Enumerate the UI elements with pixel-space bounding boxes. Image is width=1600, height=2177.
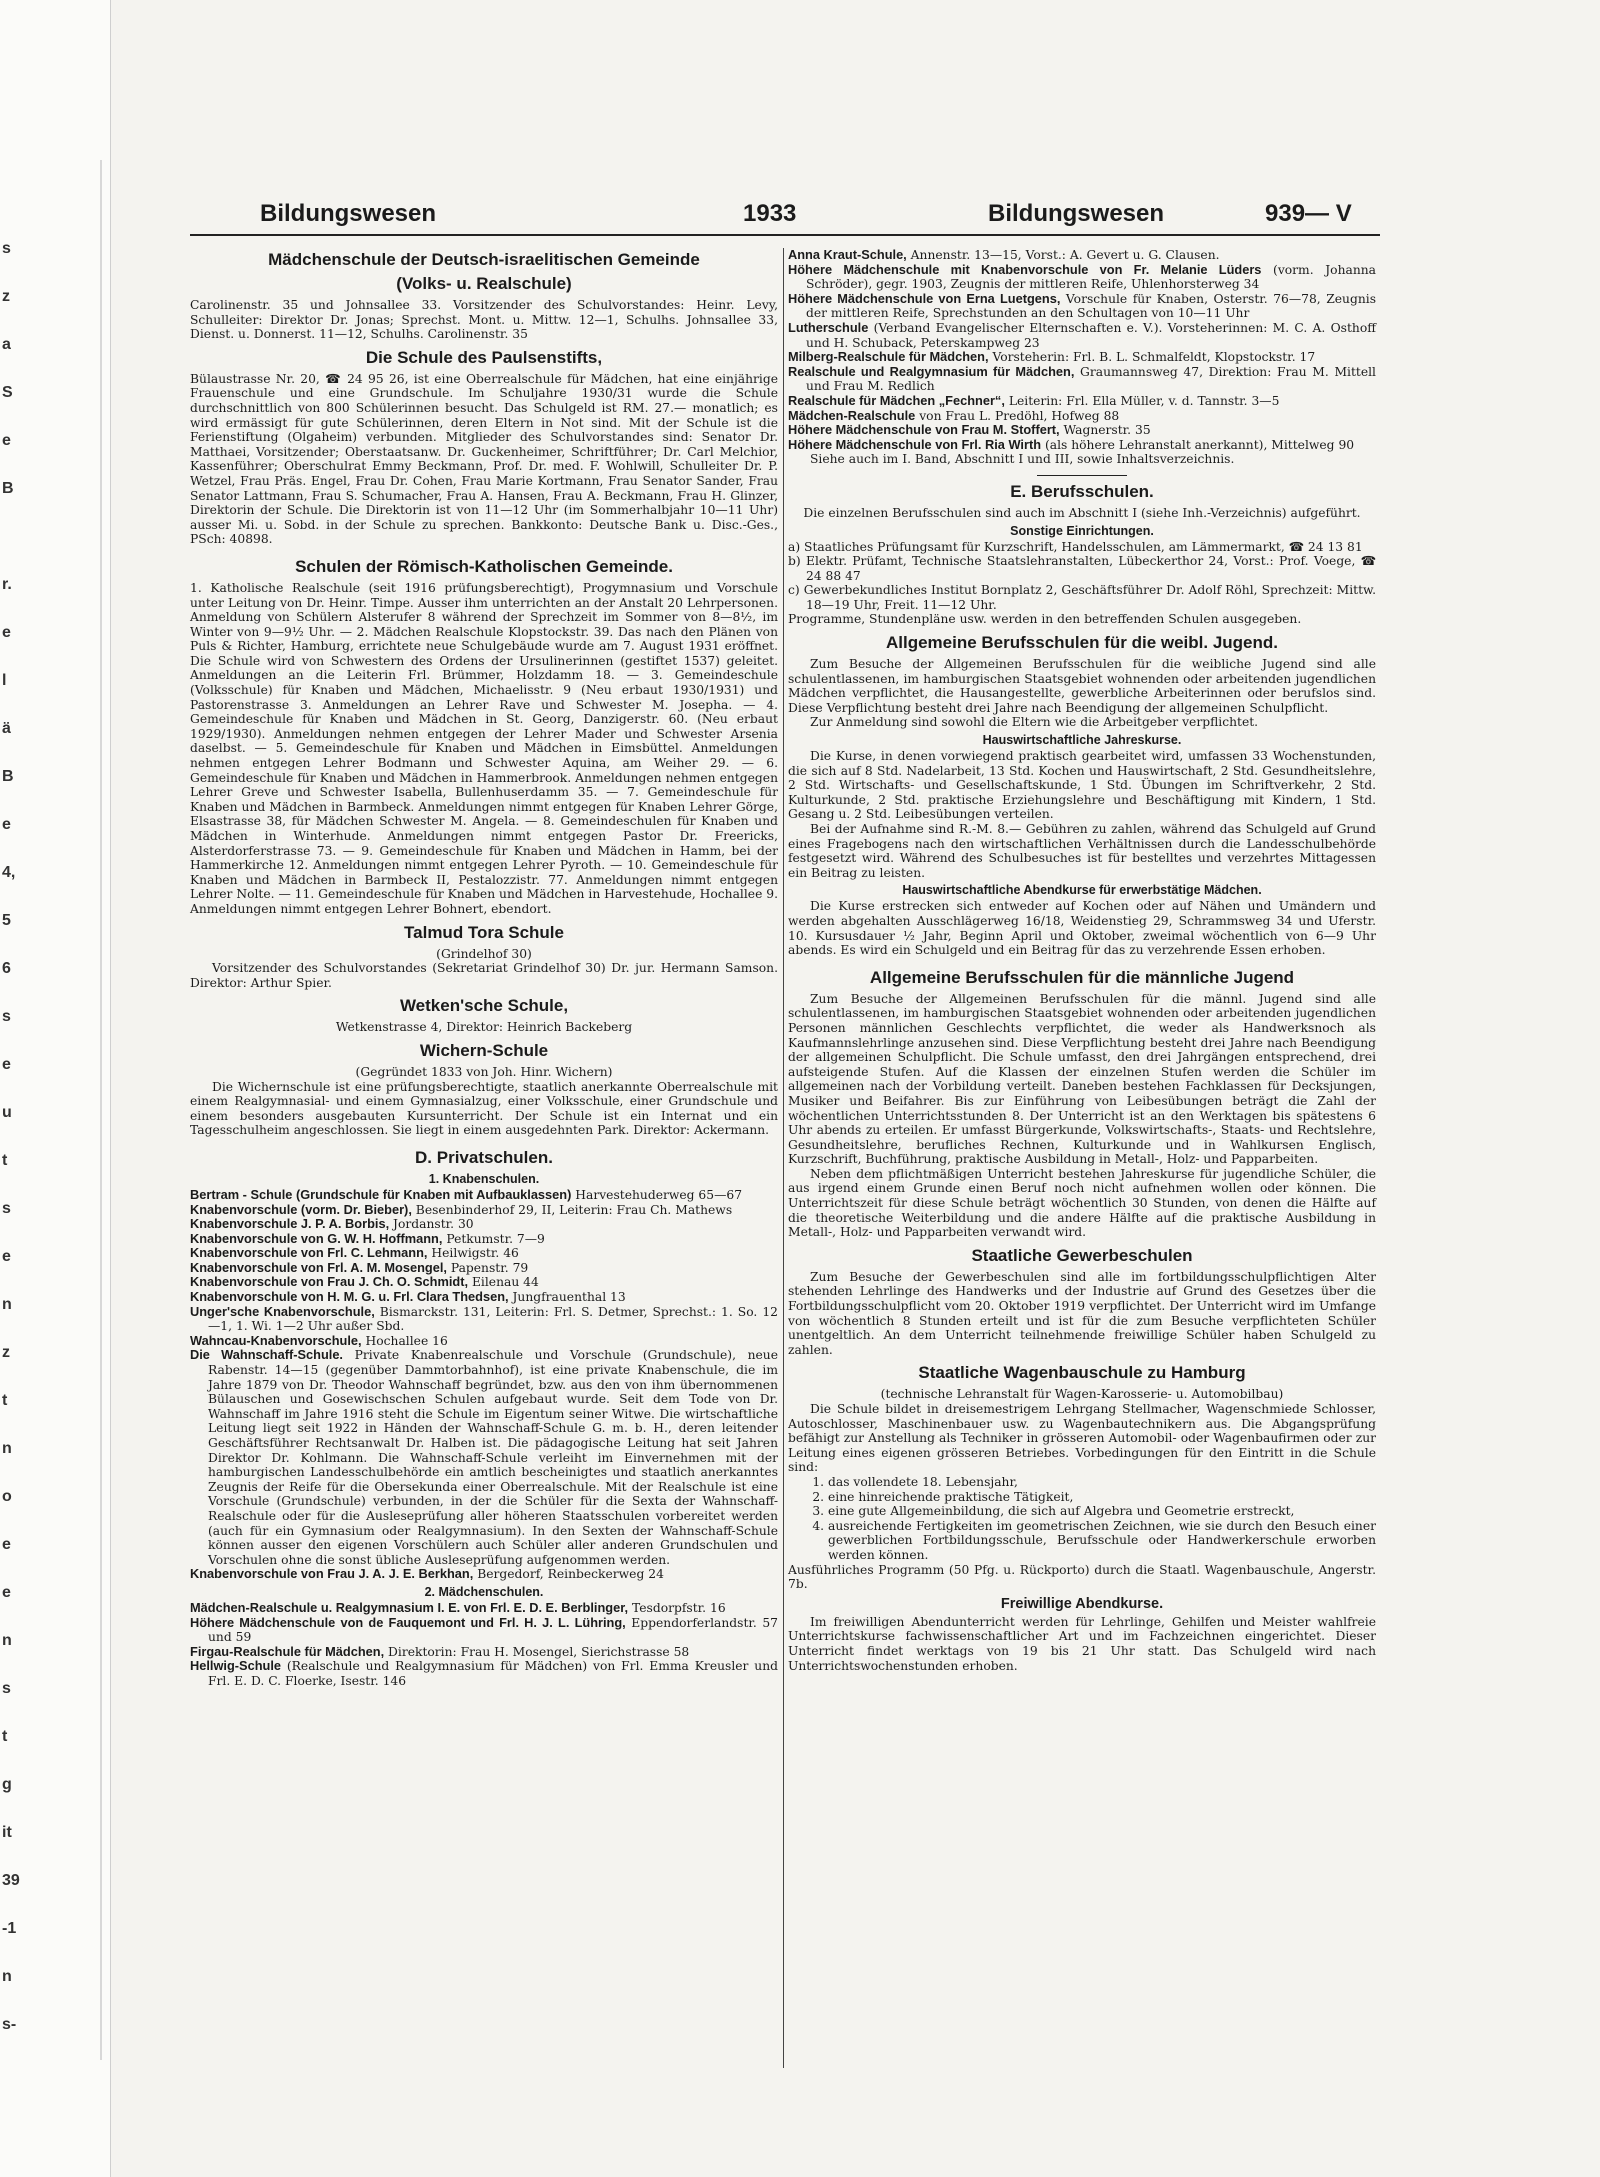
institution-entry: a) Staatliches Prüfungsamt für Kurzschrift, Handelsschulen, am Lämmermarkt, ☎ 24 13 81: [788, 539, 1363, 554]
school-entry: [788, 292, 1376, 321]
school-name: Höhere Mädchenschule von Erna Luetgens,: [788, 290, 1061, 306]
girls-schools-list-continued: [788, 248, 1376, 452]
header-left-title: Bildungswesen: [260, 200, 437, 227]
school-details: Bergedorf, Reinbeckerweg 24: [477, 1567, 664, 1582]
margin-fragment: S: [2, 384, 13, 401]
school-entry: [190, 1348, 778, 1567]
school-name: Realschule für Mädchen „Fechner“,: [788, 392, 1005, 408]
school-entry: [190, 1290, 778, 1305]
school-name: Knabenvorschule J. P. A. Borbis,: [190, 1216, 390, 1232]
school-details: Eppendorferlandstr. 57 und 59: [208, 1615, 778, 1645]
school-name: Höhere Mädchenschule mit Knabenvorschule von Fr. Melanie Lüders: [788, 261, 1262, 277]
section-text: Die Kurse erstrecken sich entweder auf Kochen oder auf Nähen und Umändern und werden abgehalten Ausschlägerweg 16/18, Weidenstieg 29, Schrammsweg 34 und Uferstr. 10. Kursusdauer ½ Jahr, Beginn April und Oktober, zweimal wöchentlich von 6—9 Uhr abends. Es wird ein Schulgeld und ein Beitrag für das zu verzehrende Essen erhoben.: [788, 899, 1376, 958]
margin-fragment: 5: [2, 912, 11, 929]
margin-fragment: s: [2, 1008, 11, 1025]
school-entry: [190, 1645, 778, 1660]
margin-fold-line: [100, 160, 102, 2060]
school-name: Knabenvorschule von G. W. H. Hoffmann,: [190, 1230, 443, 1246]
left-margin-fragment: [0, 0, 111, 2177]
subsection-title: Sonstige Einrichtungen.: [1010, 523, 1154, 538]
school-name: Knabenvorschule von Frau J. Ch. O. Schmidt,: [190, 1274, 469, 1290]
see-also-note: Siehe auch im I. Band, Abschnitt I und III, sowie Inhaltsverzeichnis.: [810, 452, 1235, 467]
school-name: Firgau-Realschule für Mädchen,: [190, 1643, 385, 1659]
programme-note: Programme, Stundenpläne usw. werden in den betreffenden Schulen ausgegeben.: [788, 612, 1302, 627]
section-title: Wichern-Schule: [419, 1040, 549, 1060]
subsection-title: Hauswirtschaftliche Jahreskurse.: [982, 733, 1182, 748]
margin-fragment: e: [2, 1056, 11, 1073]
section-subtitle: (Volks- u. Realschule): [396, 274, 572, 293]
section-title: Talmud Tora Schule: [404, 922, 564, 942]
school-name: Anna Kraut-Schule,: [788, 247, 907, 262]
school-name: Knabenvorschule von H. M. G. u. Frl. Clara Thedsen,: [190, 1289, 509, 1305]
section-text: Bei der Aufnahme sind R.-M. 8.— Gebühren zu zahlen, während das Schulgeld auf Grund eines Fragebogens nach den wirtschaftlichen Verhältnissen durch die Landesschulbehörde festgesetzt wird. Während des Schulbesuches ist für bestelltes und verzehrtes Mittagessen ein Beitrag zu leisten.: [788, 822, 1376, 880]
school-name: Lutherschule: [788, 319, 869, 335]
margin-fragment: s: [2, 1200, 11, 1217]
school-details: Papenstr. 79: [450, 1260, 529, 1275]
school-name: Knabenvorschule von Frl. A. M. Mosengel,: [190, 1259, 447, 1275]
margin-fragment: 39: [2, 1872, 20, 1889]
section-title: Allgemeine Berufsschulen für die weibl. Jugend.: [885, 633, 1279, 653]
margin-fragment: e: [2, 816, 11, 833]
right-column: [788, 248, 1376, 1673]
margin-fragment: z: [2, 288, 10, 305]
margin-fragment: a: [2, 336, 11, 353]
section-title: Die Schule des Paulsenstifts,: [365, 347, 603, 367]
header-year: 1933: [743, 200, 797, 227]
section-text: Zum Besuche der Gewerbeschulen sind alle im fortbildungsschulpflichtigen Alter stehenden Lehrlinge des Handwerks und der Industrie auf Grund des Gesetzes über die Fortbildungsschulpflicht vom 20. Oktober 1919 verpflichtet. Der Unterricht wird im Umfange von wöchentlich 8 Stunden erteilt und ist für die zum Besuche verpflichteten Schüler unentgeltlich. An dem Unterricht teilnehmende freiwillige Schüler haben Schulgeld zu zahlen.: [788, 1269, 1376, 1357]
section-text: Neben dem pflichtmäßigen Unterricht bestehen Jahreskurse für jugendliche Schüler, die aus irgend einem Grunde einen Beruf noch nicht aufnehmen wollen oder können. Die Unterrichtszeit für diese Schule beträgt wöchentlich 30 Stunden, von denen die Hälfte auf die theoretische Weiterbildung und die andere Hälfte auf die praktische Ausbildung in Metall-, Holz- und Papparbeiten verwandt wird.: [788, 1166, 1376, 1240]
section-subtitle: (technische Lehranstalt für Wagen-Karosserie- u. Automobilbau): [880, 1387, 1284, 1402]
school-entry: [788, 409, 1376, 424]
margin-fragment: g: [2, 1776, 12, 1793]
school-entry: [190, 1261, 778, 1276]
school-details: (vorm. Johanna Schröder), gegr. 1903, Zeugnis der mittleren Reife, Uhlenhorsterweg 34: [806, 262, 1376, 292]
school-name: Realschule und Realgymnasium für Mädchen,: [788, 363, 1075, 379]
margin-fragment: r.: [2, 576, 12, 593]
section-text: Die Wichernschule ist eine prüfungsberechtigte, staatlich anerkannte Oberrealschule mit einem Realgymnasial- und einem Gymnasialzug, einer Volksschule, einer Grundschule und einem besonders ausgebauten Kursunterricht. Der Schule ist ein Internat und ein Tagesschulheim angeschlossen. Sie liegt in einem ausgedehnten Park. Direktor: Ackermann.: [190, 1079, 778, 1138]
header-right-title: Bildungswesen: [988, 200, 1165, 227]
document-page: [190, 170, 1380, 2050]
school-details: (Verband Evangelischer Elternschaften e. V.). Vorsteherinnen: M. C. A. Osthoff und H. Schuback, Peterskampweg 23: [806, 320, 1376, 350]
entry-requirements-list: [788, 1475, 1376, 1563]
section-text: Die Kurse, in denen vorwiegend praktisch gearbeitet wird, umfassen 33 Wochenstunden, die sich auf 8 Std. Nadelarbeit, 13 Std. Kochen und Hauswirtschaft, 2 Std. Gesundheitslehre, 2 Std. Wirtschafts- und Gesellschaftskunde, 1 Std. Übungen im Schriftverkehr, 2 Std. Kulturkunde, 2 Std. praktische Erziehungslehre und Beschäftigung mit Kindern, 1 Std. Gesang u. 2 Std. Leibesübungen verteilen.: [788, 749, 1376, 822]
left-column: [190, 248, 778, 1689]
school-entry: [190, 1616, 778, 1645]
school-entry: [788, 321, 1376, 350]
section-subtitle: (Grindelhof 30): [436, 946, 532, 961]
other-institutions-list: [788, 540, 1376, 613]
margin-fragment: s: [2, 1680, 11, 1697]
school-details: Jordanstr. 30: [393, 1217, 474, 1232]
margin-fragment: s-: [2, 2016, 17, 2033]
subsection-title: 1. Knabenschulen.: [428, 1171, 540, 1186]
section-text: Bülaustrasse Nr. 20, ☎ 24 95 26, ist eine Oberrealschule für Mädchen, hat eine einjährige Frauenschule und eine Grundschule. Im Schuljahre 1930/31 wurde die Schule durchschnittlich von 800 Schülerinnen besucht. Das Schulgeld ist RM. 27.— monatlich; es wird ermässigt für gute Schülerinnen, deren Eltern in Not sind. Mit der Schule ist die Ferienstiftung (Olgaheim) verbunden. Mitglieder des Schulvorstandes sind: Senator Dr. Matthaei, Vorsitzender; Oberstaatsanw. Dr. Guckenheimer, Schriftführer; Dr. Carl Melchior, Kassenführer; Oberschulrat Emmy Beckmann, Prof. Dr. med. F. Wohlwill, Schulleiter Dr. P. Wetzel, Frau Präs. Engel, Frau Dr. Cohen, Frau Marie Kortmann, Frau Senator Sander, Frau Senator Lattmann, Frau S. Schumacher, Frau A. Hansen, Frau A. Beckmann, Frau H. Glinzer, Direktorin der Schule. Die Direktorin ist von 11—12 Uhr (im Sommerhalbjahr 10—11 Uhr) ausser Mi. u. Sobd. in der Schule zu sprechen. Bankkonto: Deutsche Bank u. Disc.-Ges., PSch: 40898.: [190, 371, 778, 547]
margin-fragment: 4,: [2, 864, 16, 881]
school-details: von Frau L. Predöhl, Hofweg 88: [919, 408, 1120, 423]
page-header: [190, 200, 1380, 236]
section-text: Ausführliches Programm (50 Pfg. u. Rückporto) durch die Staatl. Wagenbauschule, Angerstr. 7b.: [788, 1562, 1376, 1592]
margin-fragment: n: [2, 1632, 12, 1649]
subsection-title: Freiwillige Abendkurse.: [1000, 1595, 1164, 1612]
section-title: Allgemeine Berufsschulen für die männliche Jugend: [869, 967, 1295, 987]
section-title: D. Privatschulen.: [415, 1147, 553, 1167]
school-entry: [788, 263, 1376, 292]
section-subtitle: (Gegründet 1833 von Joh. Hinr. Wichern): [355, 1064, 613, 1079]
section-text: Im freiwilligen Abendunterricht werden für Lehrlinge, Gehilfen und Meister wahlfreie Unterrichtskurse fachwissenschaftlicher Art und im Fachzeichnen eingerichtet. Dieser Unterricht findet werktags von 19 bis 21 Uhr statt. Das Schulgeld wird nach Unterrichtswochenstunden erhoben.: [788, 1614, 1376, 1673]
margin-fragment: 6: [2, 960, 11, 977]
school-entry: [190, 1203, 778, 1218]
section-text: Carolinenstr. 35 und Johnsallee 33. Vorsitzender des Schulvorstandes: Heinr. Levy, Schulleiter: Direktor Dr. Jonas; Sprechst. Mont. u. Mittw. 12—1, Schulhs. Johnsallee 33, Dienst. u. Donnerst. 11—12, Schulhs. Carolinenstr. 35: [190, 298, 778, 342]
section-intro: Die einzelnen Berufsschulen sind auch im Abschnitt I (siehe Inh.-Verzeichnis) aufgeführt.: [803, 505, 1361, 520]
school-details: Vorschule für Knaben, Osterstr. 76—78, Zeugnis der mittleren Reife, Sprechstunden an den Schultagen von 10—11 Uhr: [806, 291, 1377, 321]
school-name: Die Wahnschaff-Schule.: [190, 1347, 343, 1363]
section-text: Zum Besuche der Allgemeinen Berufsschulen für die männl. Jugend sind alle schulentlassenen, im hamburgischen Staatsgebiet wohnenden oder arbeitenden jugendlichen Personen männlichen Geschlechts verpflichtet, die weder als Handwerksnoch als Kaufmannslehrlinge anzusehen sind. Diese Verpflichtung besteht drei Jahre nach Beendigung der allgemeinen Schulpflicht. Die Schule umfasst, den drei Jahrgängen entsprechend, drei aufsteigende Stufen. Auf die Klassen der einzelnen Stufen werden die Schüler im allgemeinen nach der Vorbildung verteilt. Daneben bestehen Fachklassen für Decksjungen, Musiker und Beifahrer. Bis zur Einführung von Leibesübungen beträgt die Zahl der wöchentlichen Unterrichtsstunden 8. Der Unterricht ist an den Werktagen bis spätestens 6 Uhr abends zu erteilen. Er umfasst Bürgerkunde, Volkswirtschafts-, Staats- und Rechtslehre, Gesundheitslehre, berufliches Rechnen, Kulturkunde und in Wahlkursen Englisch, Kurzschrift, Buchführung, praktische Ausbildung in Metall-, Holz- und Papparbeiten.: [788, 991, 1376, 1167]
margin-fragment: t: [2, 1152, 8, 1169]
school-details: Vorsteherin: Frl. B. L. Schmalfeldt, Klopstockstr. 17: [992, 350, 1316, 365]
margin-fragment: e: [2, 1584, 11, 1601]
school-details: Bismarckstr. 131, Leiterin: Frl. S. Detmer, Sprechst.: 1. So. 12—1, 1. Wi. 1—2 Uhr außer Sbd.: [208, 1304, 778, 1334]
section-text: Zum Besuche der Allgemeinen Berufsschulen für die weibliche Jugend sind alle schulentlassenen, im hamburgischen Staatsgebiet wohnenden oder arbeitenden jugendlichen Mädchen verpflichtet, die Hausangestellte, gewerbliche Arbeiterinnen oder berufslos sind. Diese Verpflichtung besteht drei Jahre nach Beendigung der allgemeinen Schulpflicht.: [788, 657, 1376, 715]
margin-fragment: e: [2, 1248, 11, 1265]
margin-fragment: e: [2, 432, 11, 449]
margin-fragment: ä: [2, 720, 11, 737]
margin-fragment: n: [2, 1440, 12, 1457]
column-divider: [783, 248, 784, 2068]
school-details: Graumannsweg 47, Direktion: Frau M. Mittell und Frau M. Redlich: [806, 364, 1376, 394]
header-page-number: 939— V: [1265, 200, 1352, 227]
requirement-item: 1. das vollendete 18. Lebensjahr,: [828, 1475, 1376, 1490]
school-name: Höhere Mädchenschule von Frau M. Stoffert,: [788, 422, 1060, 438]
section-title: E. Berufsschulen.: [1010, 481, 1154, 501]
school-name: Knabenvorschule von Frau J. A. J. E. Berkhan,: [190, 1566, 474, 1582]
school-entry: [788, 350, 1376, 365]
margin-fragment: e: [2, 1536, 11, 1553]
school-details: Direktorin: Frau H. Mosengel, Sierichstrasse 58: [388, 1644, 690, 1659]
requirement-item: 3. eine gute Allgemeinbildung, die sich auf Algebra und Geometrie erstreckt,: [828, 1504, 1376, 1519]
school-details: (Realschule und Realgymnasium für Mädchen) von Frl. Emma Kreusler und Frl. E. D. C. Floerke, Isestr. 146: [208, 1659, 778, 1688]
school-name: Knabenvorschule von Frl. C. Lehmann,: [190, 1245, 428, 1261]
section-text: Zur Anmeldung sind sowohl die Eltern wie die Arbeitgeber verpflichtet.: [810, 715, 1259, 730]
girls-schools-list: [190, 1601, 778, 1689]
school-details: Eilenau 44: [471, 1275, 539, 1290]
school-details: Jungfrauenthal 13: [512, 1290, 626, 1305]
school-name: Bertram - Schule (Grundschule für Knaben mit Aufbauklassen): [190, 1186, 572, 1202]
margin-fragment: it: [2, 1824, 12, 1841]
section-text: Vorsitzender des Schulvorstandes (Sekretariat Grindelhof 30) Dr. jur. Hermann Samson. Direktor: Arthur Spier.: [190, 961, 778, 990]
school-details: Private Knabenrealschule und Vorschule (Grundschule), neue Rabenstr. 14—15 (gegenüber Dammtorbahnhof), ist eine private Knabenschule, die im Jahre 1879 von Dr. Theodor Wahnschaff begründet, bzw. aus den von ihm übernommenen Bülauschen und Gosewischschen Schulen aufgebaut wurde. Seit dem Tode von Dr. Wahnschaff im Jahre 1916 steht die Schule im Eigentum seiner Witwe. Die wirtschaftliche Leitung liegt seit 1922 in Händen der Wahnschaff-Schule G. m. b. H., deren leitender Geschäftsführer Rechtsanwalt Dr. Halben ist. Die pädagogische Leitung hat seit Jahren Direktor Dr. Kohlmann. Die Wahnschaff-Schule verleiht im Einvernehmen mit der hamburgischen Landesschulbehörde ein amtlich bescheinigtes und staatlich anerkanntes Zeugnis der Reife für die Obersekunda einer Oberrealschule. Mit der Realschule ist eine Vorschule (Grundschule) verbunden, in der die Schüler für die Sexta der Wahnschaff-Realschule oder für die Ausleseprüfung aller höheren Staatsschulen vorbereitet werden (auch für ein Gymnasium oder Realgymnasium). In den Sexten der Wahnschaff-Schule können ausser den eigenen Vorschülern auch Schüler aller anderen Grundschulen und Vorschulen ohne die sonst übliche Ausleseprüfung aufgenommen werden.: [208, 1348, 778, 1567]
school-name: Knabenvorschule (vorm. Dr. Bieber),: [190, 1201, 412, 1217]
school-entry: [190, 1334, 778, 1349]
section-subtitle: Wetkenstrasse 4, Direktor: Heinrich Backeberg: [335, 1020, 633, 1035]
subsection-title: Hauswirtschaftliche Abendkurse für erwerbstätige Mädchen.: [902, 883, 1262, 898]
institution-entry: b) Elektr. Prüfamt, Technische Staatslehranstalten, Lübeckerthor 24, Vorst.: Prof. Voege, ☎ 24 88 47: [788, 554, 1376, 583]
margin-fragment: n: [2, 1296, 12, 1313]
school-name: Wahncau-Knabenvorschule,: [190, 1332, 362, 1348]
school-entry: [190, 1188, 778, 1203]
section-title: Mädchenschule der Deutsch-israelitischen Gemeinde: [268, 250, 700, 269]
institution-entry: c) Gewerbekundliches Institut Bornplatz 2, Geschäftsführer Dr. Adolf Röhl, Sprechzeit: Mittw. 18—19 Uhr, Freit. 11—12 Uhr.: [788, 583, 1376, 612]
school-details: Petkumstr. 7—9: [446, 1231, 545, 1246]
boys-schools-list: [190, 1188, 778, 1582]
margin-fragment: s: [2, 240, 11, 257]
school-name: Milberg-Realschule für Mädchen,: [788, 349, 989, 365]
school-name: Mädchen-Realschule: [788, 407, 916, 423]
school-details: Annenstr. 13—15, Vorst.: A. Gevert u. G. Clausen.: [910, 248, 1220, 262]
margin-fragment: l: [2, 672, 7, 689]
school-entry: [788, 394, 1376, 409]
school-details: Hochallee 16: [365, 1333, 448, 1348]
margin-fragment: t: [2, 1728, 8, 1745]
section-text: Die Schule bildet in dreisemestrigem Lehrgang Stellmacher, Wagenschmiede Schlosser, Autoschlosser, Maschinenbauer usw. zu Wagenbautechnikern aus. Die Abgangsprüfung befähigt zur Anstellung als Techniker in grösseren Automobil- oder Wagenbaufirmen oder zur Leitung eines eigenen grösseren Betriebes. Vorbedingungen für den Eintritt in die Schule sind:: [788, 1402, 1376, 1475]
school-entry: [190, 1246, 778, 1261]
school-details: Wagnerstr. 35: [1063, 423, 1151, 438]
school-details: Leiterin: Frl. Ella Müller, v. d. Tannstr. 3—5: [1008, 393, 1280, 408]
school-entry: [190, 1217, 778, 1232]
requirement-item: 4. ausreichende Fertigkeiten im geometrischen Zeichnen, wie sie durch den Besuch einer gewerblichen Fortbildungsschule, Berufsschule oder Handwerkerschule erworben werden können.: [828, 1519, 1376, 1563]
school-name: Mädchen-Realschule u. Realgymnasium I. E. von Frl. E. D. E. Berblinger,: [190, 1599, 629, 1615]
school-entry: [788, 423, 1376, 438]
school-entry: [788, 438, 1376, 453]
margin-fragment: u: [2, 1104, 12, 1121]
school-details: (als höhere Lehranstalt anerkannt), Mittelweg 90: [1044, 437, 1355, 452]
section-title: Staatliche Wagenbauschule zu Hamburg: [918, 1363, 1246, 1383]
section-divider: [1037, 475, 1127, 476]
subsection-title: 2. Mädchenschulen.: [424, 1584, 544, 1599]
section-text: 1. Katholische Realschule (seit 1916 prüfungsberechtigt), Progymnasium und Vorschule unter Leitung von Dr. Heinr. Timpe. Ausser ihm unterrichten an der Anstalt 20 Lehrpersonen. Anmeldung von Schülern Alsterufer 8 während der Sprechzeit im Sommer von 8—8½, im Winter von 9—9½ Uhr. — 2. Mädchen Realschule Klopstockstr. 39. Das nach den Plänen von Puls & Richter, Hamburg, errichtete neue Schulgebäude wurde am 7. August 1931 eröffnet. Die Schule wird von Schwestern des Ordens der Ursulinerinnen (gestiftet 1537) geleitet. Anmeldungen an die Leiterin Frl. Brümmer, Holzdamm 18. — 3. Gemeindeschule (Volksschule) für Knaben und Mädchen, Michaelisstr. 9 (Neu erbaut 1930/1931) und Pastorenstrasse 3. Anmeldungen an Lehrer Rave und Schwester M. Josepha. — 4. Gemeindeschule für Knaben und Mädchen in St. Georg, Danzigerstr. 60. (Neu erbaut 1929/1930). Anmeldungen nehmen entgegen der Lehrer Mader und Schwester Arsenia daselbst. — 5. Gemeindeschule für Knaben und Mädchen in Eimsbüttel. Anmeldungen nehmen entgegen Lehrer Bodmann und Schwester Aquina, am Weiher 29. — 6. Gemeindeschule für Knaben und Mädchen in Hammerbrook. Anmeldungen nehmen entgegen Lehrer Greve und Schwester Isabella, Bullenhuserdamm 35. — 7. Gemeindeschule für Knaben und Mädchen in Barmbeck. Anmeldungen nimmt entgegen für Knaben Lehrer Görge, Elsastrasse 38, für Mädchen Schwester M. Angela. — 8. Gemeindeschulen für Knaben und Mädchen in Winterhude. Anmeldungen nimmt entgegen Pastor Dr. Freericks, Alsterdorferstrasse 73. — 9. Gemeindeschule für Knaben und Mädchen in Hamm, bei der Hammerkirche 12. Anmeldungen nimmt entgegen Lehrer Pyroth. — 10. Gemeindeschule für Knaben und Mädchen in Barmbeck II, Pestalozzistr. 77. Anmeldungen nimmt entgegen Lehrer Nolte. — 11. Gemeindeschule für Knaben und Mädchen in Harvestehude, Hochallee 9. Anmeldungen nimmt entgegen Lehrer Bohnert, ebendort.: [190, 580, 778, 916]
school-entry: [788, 248, 1376, 263]
school-details: Besenbinderhof 29, II, Leiterin: Frau Ch. Mathews: [415, 1202, 733, 1217]
school-entry: [190, 1567, 778, 1582]
section-title: Staatliche Gewerbeschulen: [971, 1245, 1193, 1265]
margin-fragment: o: [2, 1488, 12, 1505]
margin-fragment: -1: [2, 1920, 17, 1937]
school-details: Heilwigstr. 46: [431, 1246, 519, 1261]
margin-fragment: t: [2, 1392, 8, 1409]
school-entry: [788, 365, 1376, 394]
margin-fragment: z: [2, 1344, 10, 1361]
school-entry: [190, 1601, 778, 1616]
school-details: Harvestehuderweg 65—67: [575, 1187, 743, 1202]
margin-fragment: B: [2, 768, 14, 785]
section-title: Wetken'sche Schule,: [399, 996, 569, 1016]
margin-fragment: B: [2, 480, 14, 497]
school-name: Höhere Mädchenschule von de Fauquemont und Frl. H. J. L. Lühring,: [190, 1614, 626, 1630]
school-entry: [190, 1232, 778, 1247]
school-name: Höhere Mädchenschule von Frl. Ria Wirth: [788, 436, 1042, 452]
school-name: Unger'sche Knabenvorschule,: [190, 1303, 375, 1319]
margin-fragment: n: [2, 1968, 12, 1985]
margin-fragment: e: [2, 624, 11, 641]
school-entry: [190, 1305, 778, 1334]
school-entry: [190, 1659, 778, 1688]
school-details: Tesdorpfstr. 16: [631, 1600, 726, 1615]
requirement-item: 2. eine hinreichende praktische Tätigkeit,: [828, 1490, 1376, 1505]
section-title: Schulen der Römisch-Katholischen Gemeinde.: [295, 556, 673, 576]
school-entry: [190, 1275, 778, 1290]
school-name: Hellwig-Schule: [190, 1658, 282, 1674]
